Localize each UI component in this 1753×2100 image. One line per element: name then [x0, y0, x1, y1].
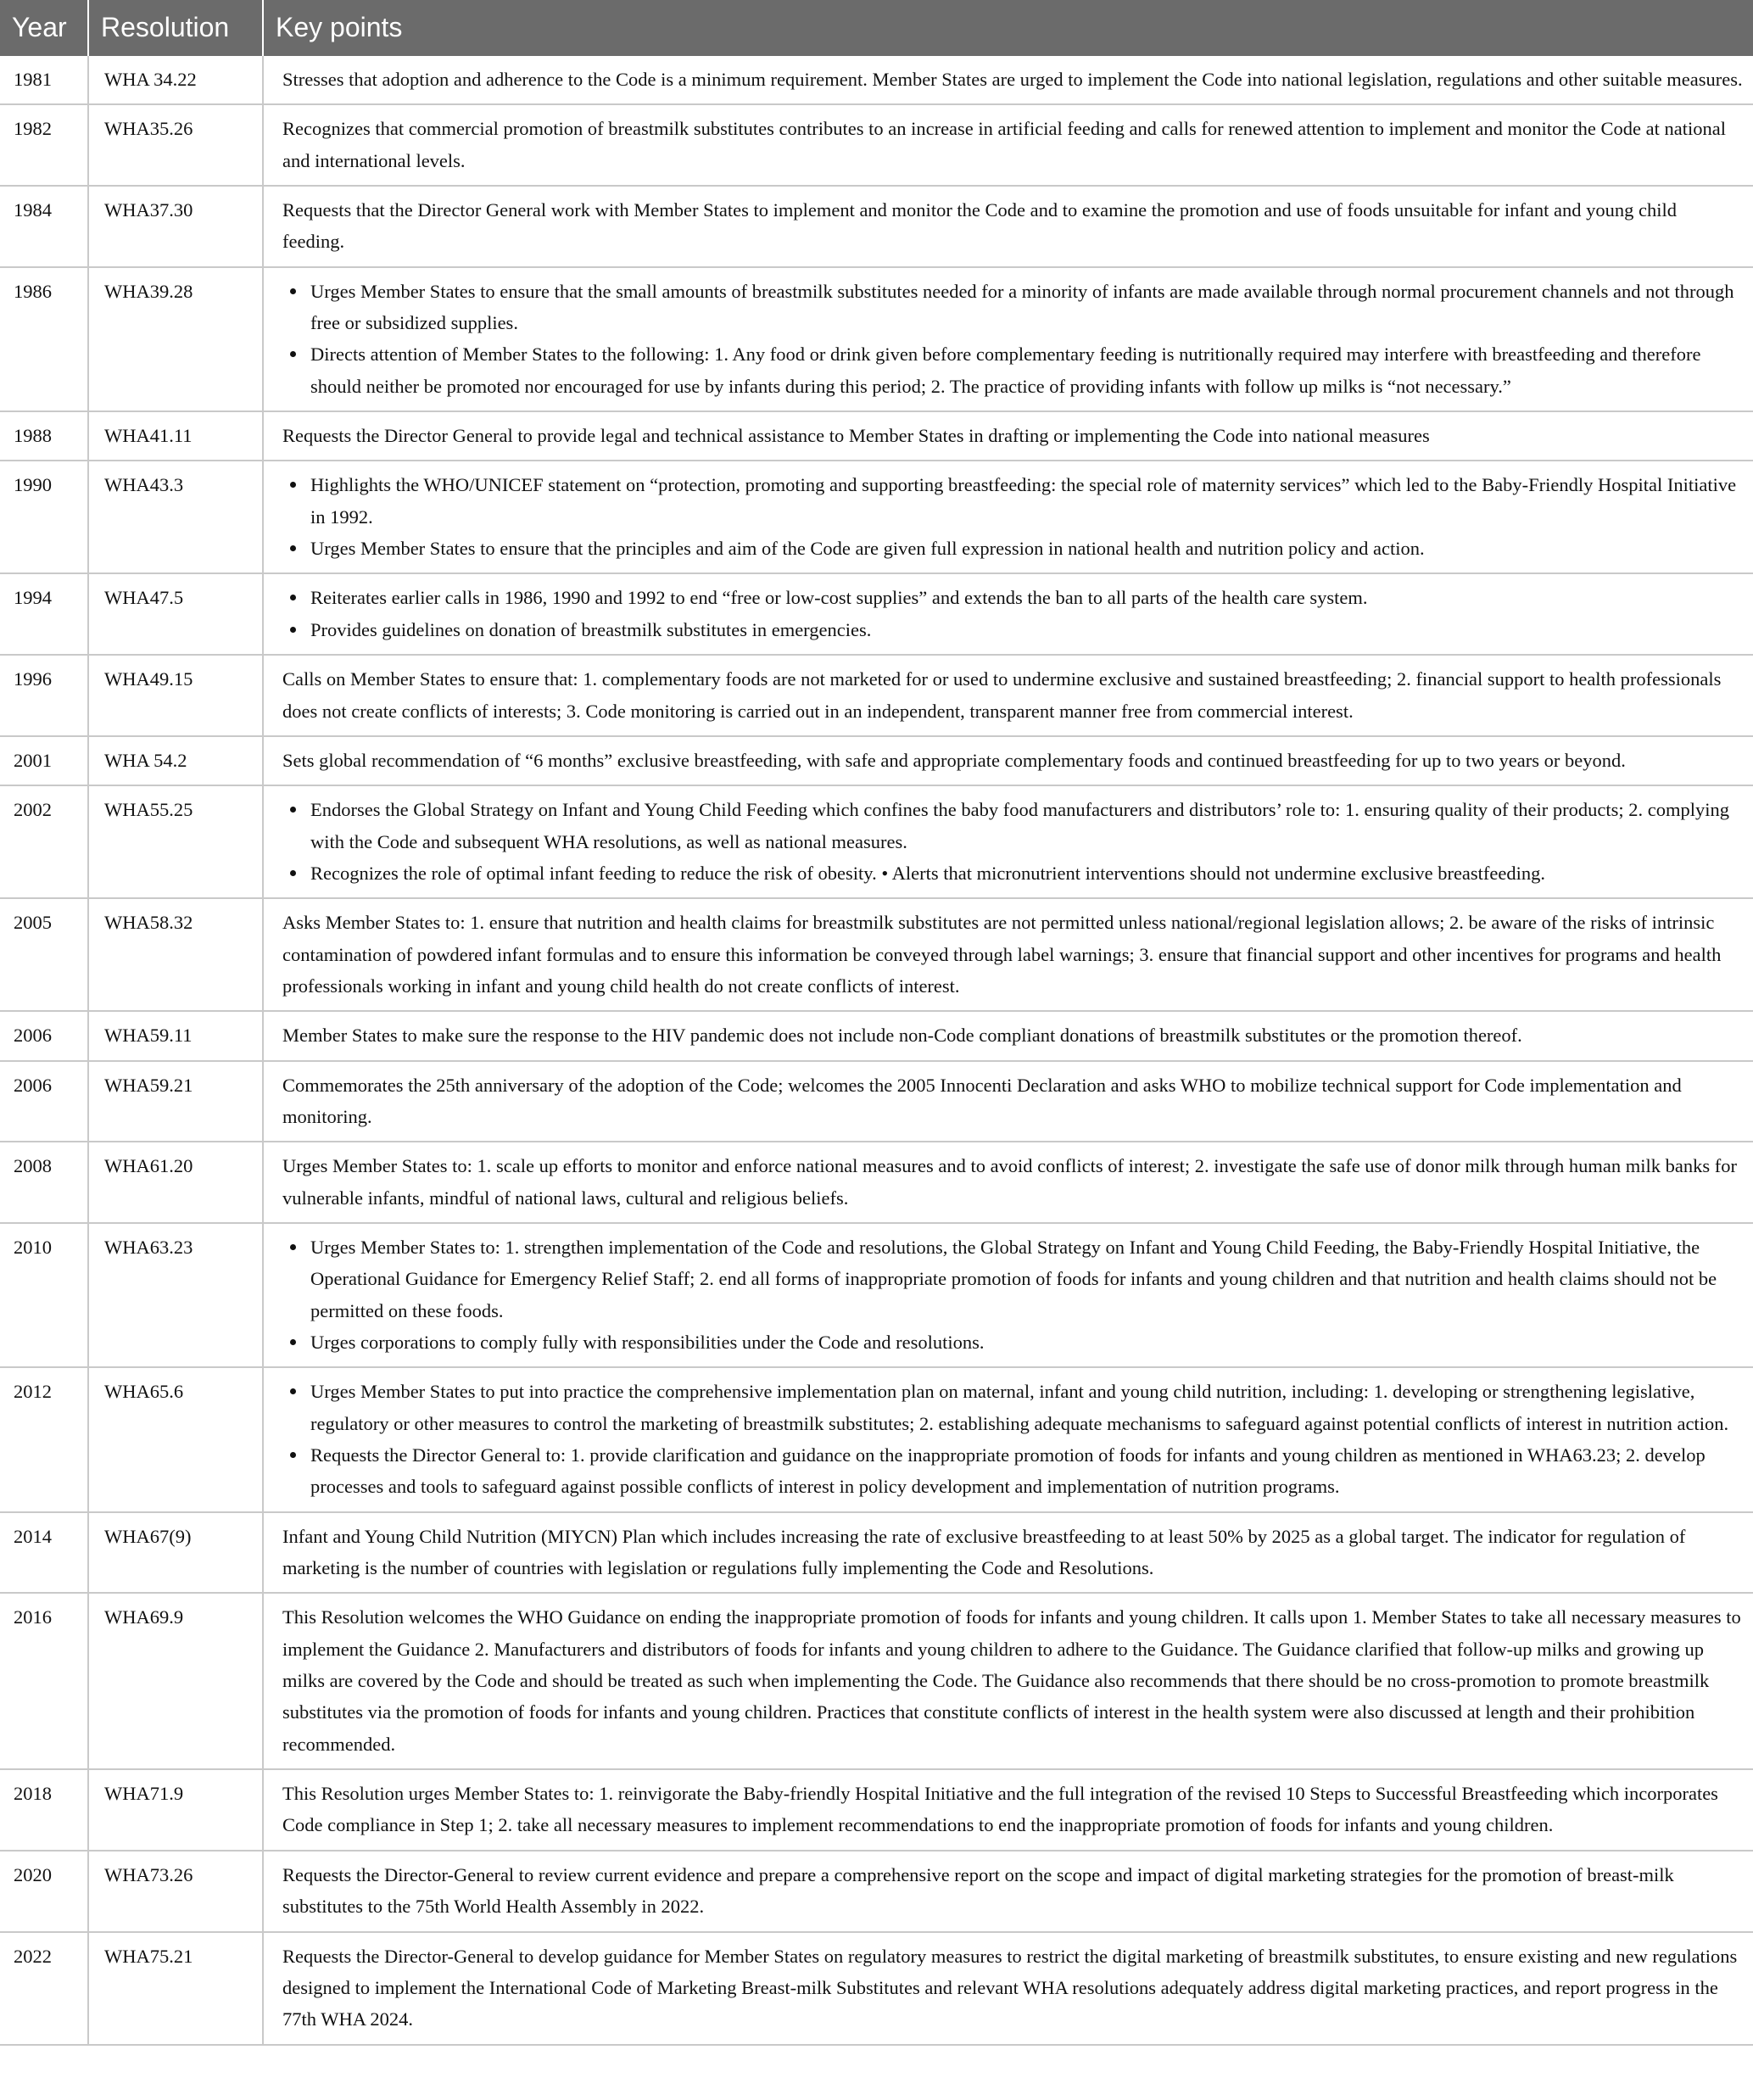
- cell-year: 2022: [0, 1932, 88, 2045]
- cell-resolution: WHA 54.2: [88, 736, 263, 785]
- cell-resolution: WHA43.3: [88, 461, 263, 573]
- cell-resolution: WHA47.5: [88, 573, 263, 655]
- key-point-item: Provides guidelines on donation of breastmilk substitutes in emergencies.: [310, 614, 1743, 645]
- cell-resolution: WHA37.30: [88, 186, 263, 267]
- header-resolution: Resolution: [88, 0, 263, 56]
- cell-key-points: Commemorates the 25th anniversary of the adoption of the Code; welcomes the 2005 Innocenti Declaration and asks WHO to mobilize technical support for Code implementation and monitoring.: [263, 1061, 1753, 1142]
- key-points-list: [282, 1376, 1743, 1502]
- cell-key-points: [263, 461, 1753, 573]
- cell-resolution: WHA35.26: [88, 104, 263, 186]
- cell-key-points: [263, 573, 1753, 655]
- cell-year: 2014: [0, 1512, 88, 1594]
- header-key-points: Key points: [263, 0, 1753, 56]
- cell-key-points: Requests the Director-General to review current evidence and prepare a comprehensive report on the scope and impact of digital marketing strategies for the promotion of breast-milk substitutes to the 75th World Health Assembly in 2022.: [263, 1851, 1753, 1932]
- cell-year: 2020: [0, 1851, 88, 1932]
- cell-resolution: WHA65.6: [88, 1367, 263, 1511]
- key-point-item: Urges Member States to put into practice the comprehensive implementation plan on maternal, infant and young child nutrition, including: 1. developing or strengthening legislative, regulatory or other measures to control the marketing of breastmilk substitutes; 2. establishing adequate mechanisms to safeguard against potential conflicts of interest in nutrition action.: [310, 1376, 1743, 1439]
- table-row: [0, 186, 1753, 267]
- cell-year: 1994: [0, 573, 88, 655]
- cell-resolution: WHA71.9: [88, 1769, 263, 1851]
- cell-year: 1984: [0, 186, 88, 267]
- cell-year: 1996: [0, 655, 88, 736]
- cell-key-points: Sets global recommendation of “6 months” exclusive breastfeeding, with safe and appropriate complementary foods and continued breastfeeding for up to two years or beyond.: [263, 736, 1753, 785]
- table-row: [0, 461, 1753, 573]
- cell-resolution: WHA59.21: [88, 1061, 263, 1142]
- key-point-item: Directs attention of Member States to the following: 1. Any food or drink given before complementary feeding is nutritionally required may interfere with breastfeeding and therefore should neither be promoted nor encouraged for use by infants during this period; 2. The practice of providing infants with follow up milks is “not necessary.”: [310, 338, 1743, 402]
- cell-year: 2016: [0, 1593, 88, 1769]
- key-point-item: Reiterates earlier calls in 1986, 1990 and 1992 to end “free or low-cost supplies” and extends the ban to all parts of the health care system.: [310, 582, 1743, 613]
- cell-resolution: WHA59.11: [88, 1011, 263, 1060]
- cell-resolution: WHA55.25: [88, 785, 263, 898]
- key-point-item: Urges Member States to: 1. strengthen implementation of the Code and resolutions, the Global Strategy on Infant and Young Child Feeding, the Baby-Friendly Hospital Initiative, the Operational Guidance for Emergency Relief Staff; 2. end all forms of inappropriate promotion of foods for infants and young children and that nutrition and health claims should not be permitted on these foods.: [310, 1232, 1743, 1326]
- key-point-item: Endorses the Global Strategy on Infant and Young Child Feeding which confines the baby food manufacturers and distributors’ role to: 1. ensuring quality of their products; 2. complying with the Code and subsequent WHA resolutions, as well as national measures.: [310, 794, 1743, 857]
- cell-year: 2010: [0, 1223, 88, 1367]
- key-points-list: [282, 794, 1743, 889]
- cell-key-points: Stresses that adoption and adherence to the Code is a minimum requirement. Member States are urged to implement the Code into national legislation, regulations and other suitable measures.: [263, 56, 1753, 104]
- cell-year: 2005: [0, 898, 88, 1011]
- cell-year: 2006: [0, 1061, 88, 1142]
- cell-key-points: [263, 785, 1753, 898]
- table-row: [0, 736, 1753, 785]
- cell-resolution: WHA39.28: [88, 267, 263, 411]
- cell-key-points: Recognizes that commercial promotion of breastmilk substitutes contributes to an increase in artificial feeding and calls for renewed attention to implement and monitor the Code at national and international levels.: [263, 104, 1753, 186]
- table-row: [0, 411, 1753, 461]
- key-point-item: Highlights the WHO/UNICEF statement on “protection, promoting and supporting breastfeeding: the special role of maternity services” which led to the Baby-Friendly Hospital Initiative in 1992.: [310, 469, 1743, 533]
- key-point-item: Urges corporations to comply fully with responsibilities under the Code and resolutions.: [310, 1326, 1743, 1358]
- cell-key-points: [263, 1223, 1753, 1367]
- cell-key-points: This Resolution welcomes the WHO Guidance on ending the inappropriate promotion of foods for infants and young children. It calls upon 1. Member States to take all necessary measures to implement the Guidance 2. Manufacturers and distributors of foods for infants and young children to adhere to the Guidance. The Guidance clarified that follow-up milks and growing up milks are covered by the Code and should be treated as such when implementing the Code. The Guidance also recommends that there should be no cross-promotion to promote breastmilk substitutes via the promotion of foods for infants and young children. Practices that constitute conflicts of interest in the health system were also discussed at length and their prohibition recommended.: [263, 1593, 1753, 1769]
- table-header: [0, 0, 1753, 56]
- cell-resolution: WHA41.11: [88, 411, 263, 461]
- cell-year: 2006: [0, 1011, 88, 1060]
- table-row: [0, 785, 1753, 898]
- key-point-item: Requests the Director General to: 1. provide clarification and guidance on the inappropriate promotion of foods for infants and young children as mentioned in WHA63.23; 2. develop processes and tools to safeguard against possible conflicts of interest in policy development and implementation of nutrition programs.: [310, 1439, 1743, 1503]
- key-points-list: [282, 469, 1743, 564]
- table-row: [0, 1011, 1753, 1060]
- cell-resolution: WHA73.26: [88, 1851, 263, 1932]
- cell-resolution: WHA63.23: [88, 1223, 263, 1367]
- cell-resolution: WHA61.20: [88, 1142, 263, 1223]
- cell-key-points: This Resolution urges Member States to: 1. reinvigorate the Baby-friendly Hospital Initiative and the full integration of the revised 10 Steps to Successful Breastfeeding which incorporates Code compliance in Step 1; 2. take all necessary measures to implement recommendations to end the inappropriate promotion of foods for infants and young children.: [263, 1769, 1753, 1851]
- key-points-list: [282, 1232, 1743, 1358]
- cell-key-points: Requests the Director General to provide legal and technical assistance to Member States in drafting or implementing the Code into national measures: [263, 411, 1753, 461]
- key-point-item: Urges Member States to ensure that the principles and aim of the Code are given full expression in national health and nutrition policy and action.: [310, 533, 1743, 564]
- header-year: Year: [0, 0, 88, 56]
- table-row: [0, 1851, 1753, 1932]
- cell-year: 2001: [0, 736, 88, 785]
- table-row: [0, 1061, 1753, 1142]
- table-row: [0, 1367, 1753, 1511]
- cell-key-points: Requests that the Director General work with Member States to implement and monitor the Code and to examine the promotion and use of foods unsuitable for infant and young child feeding.: [263, 186, 1753, 267]
- cell-key-points: Urges Member States to: 1. scale up efforts to monitor and enforce national measures and to avoid conflicts of interest; 2. investigate the safe use of donor milk through human milk banks for vulnerable infants, mindful of national laws, cultural and religious beliefs.: [263, 1142, 1753, 1223]
- cell-year: 2018: [0, 1769, 88, 1851]
- cell-resolution: WHA49.15: [88, 655, 263, 736]
- table-row: [0, 655, 1753, 736]
- table-row: [0, 104, 1753, 186]
- cell-year: 2012: [0, 1367, 88, 1511]
- cell-key-points: Asks Member States to: 1. ensure that nutrition and health claims for breastmilk substitutes are not permitted unless national/regional legislation allows; 2. be aware of the risks of intrinsic contamination of powdered infant formulas and to ensure this information be conveyed through label warnings; 3. ensure that financial support and other incentives for programs and health professionals working in infant and young child health do not create conflicts of interest.: [263, 898, 1753, 1011]
- cell-resolution: WHA75.21: [88, 1932, 263, 2045]
- table-row: [0, 1769, 1753, 1851]
- table-row: [0, 56, 1753, 104]
- cell-key-points: Infant and Young Child Nutrition (MIYCN) Plan which includes increasing the rate of exclusive breastfeeding to at least 50% by 2025 as a global target. The indicator for regulation of marketing is the number of countries with legislation or regulations fully implementing the Code and Resolutions.: [263, 1512, 1753, 1594]
- cell-key-points: [263, 267, 1753, 411]
- key-points-list: [282, 276, 1743, 402]
- cell-resolution: WHA 34.22: [88, 56, 263, 104]
- key-points-list: [282, 582, 1743, 645]
- cell-year: 1988: [0, 411, 88, 461]
- table-row: [0, 1932, 1753, 2045]
- cell-year: 1986: [0, 267, 88, 411]
- cell-resolution: WHA69.9: [88, 1593, 263, 1769]
- key-point-item: Recognizes the role of optimal infant feeding to reduce the risk of obesity. • Alerts that micronutrient interventions should not undermine exclusive breastfeeding.: [310, 857, 1743, 889]
- cell-year: 2008: [0, 1142, 88, 1223]
- table-row: [0, 1512, 1753, 1594]
- table-row: [0, 898, 1753, 1011]
- table-row: [0, 1142, 1753, 1223]
- cell-year: 1982: [0, 104, 88, 186]
- cell-year: 1981: [0, 56, 88, 104]
- table-body: [0, 56, 1753, 2045]
- cell-resolution: WHA58.32: [88, 898, 263, 1011]
- table-row: [0, 267, 1753, 411]
- cell-resolution: WHA67(9): [88, 1512, 263, 1594]
- cell-year: 1990: [0, 461, 88, 573]
- table-row: [0, 1223, 1753, 1367]
- table-row: [0, 573, 1753, 655]
- table-row: [0, 1593, 1753, 1769]
- cell-key-points: Requests the Director-General to develop guidance for Member States on regulatory measures to restrict the digital marketing of breastmilk substitutes, to ensure existing and new regulations designed to implement the International Code of Marketing Breast-milk Substitutes and relevant WHA resolutions adequately address digital marketing practices, and report progress in the 77th WHA 2024.: [263, 1932, 1753, 2045]
- cell-key-points: [263, 1367, 1753, 1511]
- cell-key-points: Member States to make sure the response to the HIV pandemic does not include non-Code compliant donations of breastmilk substitutes or the promotion thereof.: [263, 1011, 1753, 1060]
- cell-key-points: Calls on Member States to ensure that: 1. complementary foods are not marketed for or used to undermine exclusive and sustained breastfeeding; 2. financial support to health professionals does not create conflicts of interests; 3. Code monitoring is carried out in an independent, transparent manner free from commercial interest.: [263, 655, 1753, 736]
- key-point-item: Urges Member States to ensure that the small amounts of breastmilk substitutes needed for a minority of infants are made available through normal procurement channels and not through free or subsidized supplies.: [310, 276, 1743, 339]
- cell-year: 2002: [0, 785, 88, 898]
